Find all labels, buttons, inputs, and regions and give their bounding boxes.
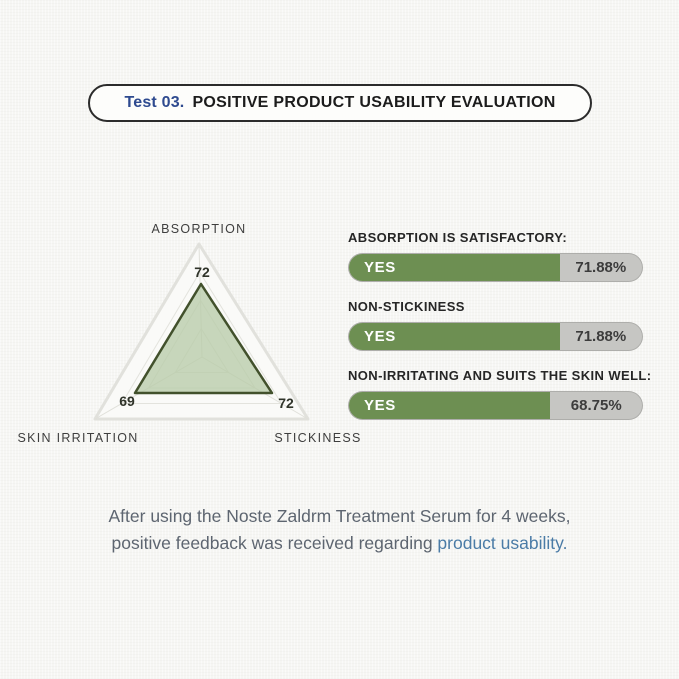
bar-label: ABSORPTION IS SATISFACTORY: — [348, 230, 568, 245]
radar-value-stickiness: 72 — [278, 395, 294, 411]
bar-group-absorption — [348, 230, 643, 282]
caption — [0, 503, 679, 557]
title-pill — [88, 84, 592, 122]
bar-percent-label: 71.88% — [575, 328, 627, 345]
title-test-number: Test 03. — [124, 94, 185, 111]
bar-group-non-irritating — [348, 368, 652, 420]
radar-chart — [60, 230, 350, 430]
radar-axis-label-stickiness: STICKINESS — [274, 431, 362, 445]
bar-answer-label: YES — [364, 328, 396, 345]
bar-label: NON-STICKINESS — [348, 299, 465, 314]
bar-remainder — [550, 392, 642, 419]
bar-percent-label: 71.88% — [575, 259, 627, 276]
radar-value-skin-irritation: 69 — [119, 393, 135, 409]
caption-line-2-text: positive feedback was received regarding — [111, 533, 438, 553]
caption-line-1: After using the Noste Zaldrm Treatment Serum for 4 weeks, — [108, 506, 571, 526]
bar-track — [348, 391, 643, 420]
page-title: POSITIVE PRODUCT USABILITY EVALUATION — [192, 94, 556, 111]
bar-fill-yes — [349, 323, 560, 350]
bar-remainder — [560, 323, 642, 350]
bar-answer-label: YES — [364, 259, 396, 276]
bar-percent-label: 68.75% — [570, 397, 622, 414]
bar-group-non-stickiness — [348, 299, 643, 351]
radar-axis-label-skin-irritation: SKIN IRRITATION — [17, 431, 139, 445]
bar-answer-label: YES — [364, 397, 396, 414]
bar-label: NON-IRRITATING AND SUITS THE SKIN WELL: — [348, 368, 652, 383]
bar-fill-yes — [349, 392, 550, 419]
bar-fill-yes — [349, 254, 560, 281]
caption-line-2 — [0, 530, 679, 557]
radar-axis-label-absorption: ABSORPTION — [151, 222, 247, 236]
bar-remainder — [560, 254, 642, 281]
radar-value-absorption: 72 — [194, 264, 210, 280]
bar-track — [348, 253, 643, 282]
caption-highlight-text: product usability. — [437, 533, 568, 553]
bar-track — [348, 322, 643, 351]
